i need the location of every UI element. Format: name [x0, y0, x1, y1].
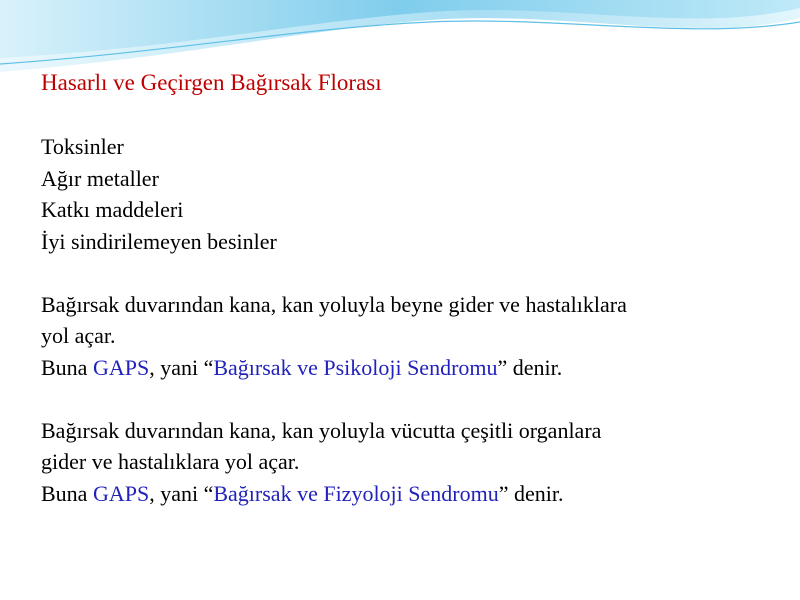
gaps-term: GAPS: [92, 480, 150, 506]
buna-text: Buna: [41, 354, 93, 380]
paragraph-line: Bağırsak duvarından kana, kan yoluyla vücutta çeşitli organlara: [41, 417, 602, 443]
gaps-definition-line: [41, 478, 781, 510]
denir-text: ” denir.: [497, 354, 563, 380]
yani-text: , yani “: [149, 354, 214, 380]
syndrome-term: Bağırsak ve Fizyoloji Sendromu: [213, 480, 499, 506]
cause-list: [41, 131, 781, 257]
slide-title: Hasarlı ve Geçirgen Bağırsak Florası: [41, 70, 382, 95]
list-item: Ağır metaller: [41, 165, 159, 191]
paragraph-line: yol açar.: [41, 323, 116, 348]
list-item: Katkı maddeleri: [41, 197, 184, 222]
paragraph-physiology: [41, 415, 781, 510]
paragraph-line: gider ve hastalıklara yol açar.: [41, 449, 300, 474]
paragraph-line: Bağırsak duvarından kana, kan yoluyla beyne gider ve hastalıklara: [41, 291, 627, 317]
buna-text: Buna: [41, 480, 93, 506]
syndrome-term: Bağırsak ve Psikoloji Sendromu: [213, 354, 498, 380]
yani-text: , yani “: [149, 480, 214, 506]
denir-text: ” denir.: [498, 480, 564, 506]
gaps-definition-line: [41, 352, 781, 384]
paragraph-psychology: [41, 289, 781, 384]
gaps-term: GAPS: [92, 354, 150, 380]
list-item: Toksinler: [41, 134, 124, 159]
slide-content: [41, 66, 781, 509]
list-item: İyi sindirilemeyen besinler: [41, 228, 277, 254]
